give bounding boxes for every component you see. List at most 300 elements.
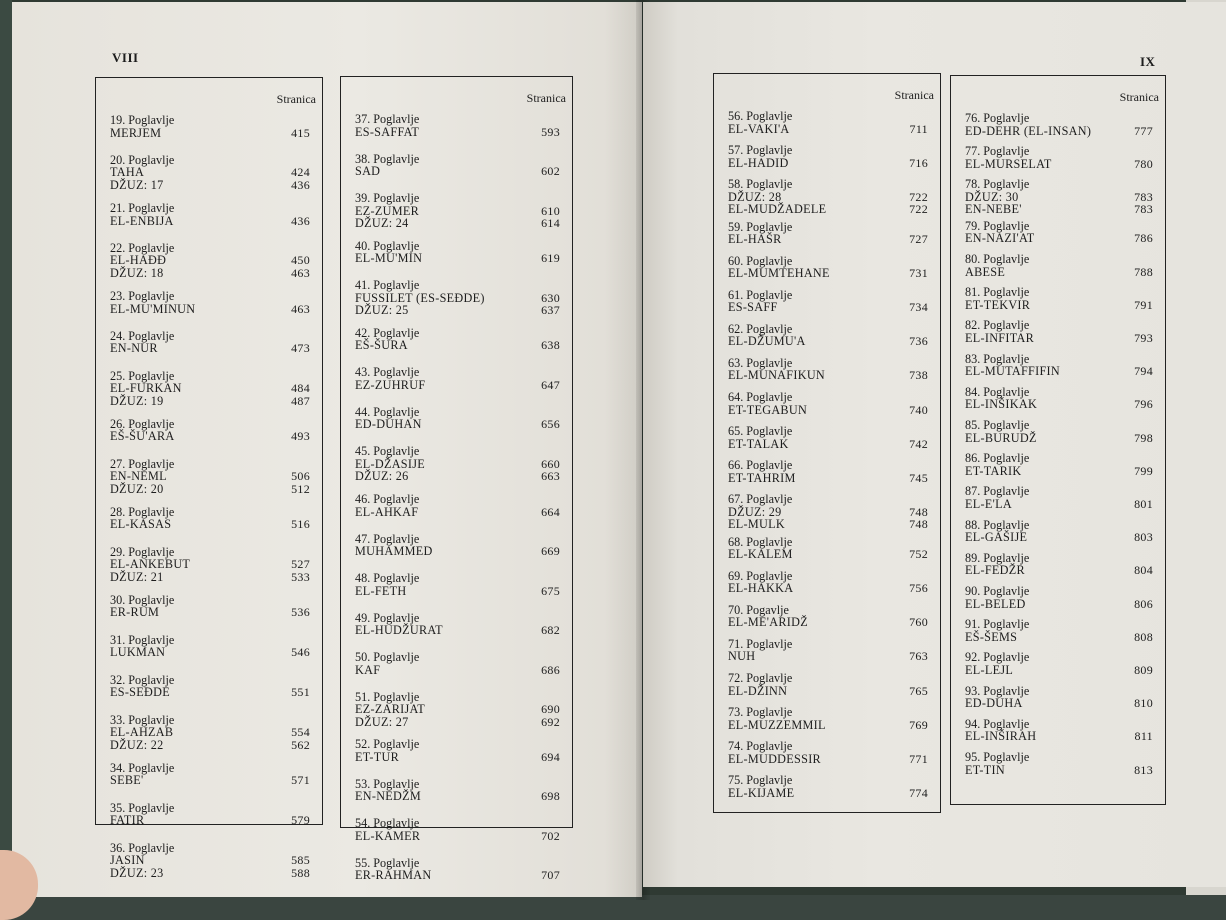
surah-name: DŽUZ: 22: [110, 737, 164, 752]
toc-line: [965, 764, 1153, 777]
surah-name: EL-MUTAFFIFIN: [965, 364, 1061, 379]
toc-line: [110, 558, 310, 571]
chapter-title: 39. Poglavlje: [355, 191, 420, 205]
toc-entry: [965, 353, 1153, 378]
page-ref: 801: [1134, 496, 1153, 511]
surah-name: EL-FETH: [355, 583, 407, 598]
surah-name: EL-INŠIKAK: [965, 397, 1038, 412]
surah-name: ES-SAFFAT: [355, 124, 420, 139]
chapter-title: 92. Poglavlje: [965, 650, 1030, 665]
surah-name: EL-MURSELAT: [965, 156, 1052, 171]
toc-line: [110, 854, 310, 867]
toc-line: [728, 233, 928, 246]
toc-entry: [110, 154, 310, 192]
surah-name: EZ-ZUMER: [355, 203, 420, 218]
chapter-title: 57. Poglavlje: [728, 143, 793, 158]
toc-entry: [965, 685, 1153, 710]
surah-name: EL-ANKEBUT: [110, 557, 191, 572]
toc-entry: [355, 366, 560, 391]
toc-line: [110, 430, 310, 443]
stranica-header: Stranica: [894, 88, 934, 102]
surah-name: ET-TEGABUN: [728, 402, 808, 417]
toc-line: [728, 438, 928, 451]
surah-name: EN-NEBE': [965, 202, 1022, 217]
toc-entry: [355, 691, 560, 729]
surah-name: EL-HAŠR: [728, 232, 782, 246]
page-ref: 682: [541, 623, 560, 638]
page-ref: 738: [909, 368, 928, 383]
toc-line: [110, 179, 310, 192]
toc-entry: [965, 651, 1153, 676]
surah-name: DŽUZ: 28: [728, 189, 782, 204]
toc-entry: [728, 493, 928, 531]
toc-line: [110, 470, 310, 483]
surah-name: ET-TALAK: [728, 436, 789, 451]
surah-name: EL-BURUDŽ: [965, 430, 1037, 445]
chapter-title: 88. Poglavlje: [965, 517, 1030, 532]
chapter-title: 74. Poglavlje: [728, 739, 793, 754]
chapter-title: 25. Poglavlje: [110, 368, 175, 383]
toc-entry: [110, 370, 310, 408]
toc-column-1: [95, 77, 323, 880]
toc-line: [355, 869, 560, 882]
page-ref: 752: [909, 547, 928, 562]
page-ref: 533: [291, 569, 310, 584]
page-ref: 686: [541, 662, 560, 677]
book-cover-bottom: [0, 895, 1226, 920]
page-ref: 424: [291, 165, 310, 180]
toc-entry: [355, 651, 560, 676]
chapter-title: 72. Poglavlje: [728, 671, 793, 685]
surah-name: DŽUZ: 18: [110, 265, 164, 280]
chapter-title: 89. Poglavlje: [965, 550, 1030, 565]
page-ref: 487: [291, 393, 310, 408]
surah-name: EL-FEDŽR: [965, 563, 1025, 578]
surah-name: EL-VAKI'A: [728, 121, 790, 136]
surah-name: EL-MU'MIN: [355, 251, 423, 266]
page-ref: 546: [291, 645, 310, 660]
page-ref: 742: [909, 436, 928, 451]
chapter-title: 37. Poglavlje: [355, 112, 420, 126]
toc-entry: [965, 485, 1153, 510]
surah-name: DŽUZ: 25: [355, 303, 409, 318]
stranica-header: Stranica: [526, 91, 566, 105]
chapter-title: 82. Poglavlje: [965, 318, 1030, 333]
page-ref: 698: [541, 789, 560, 804]
surah-name: ED-DUHAN: [355, 417, 422, 432]
stranica-header: Stranica: [276, 92, 316, 106]
chapter-title: 20. Poglavlje: [110, 152, 175, 167]
toc-line: [110, 686, 310, 699]
page-ref: 463: [291, 301, 310, 316]
surah-name: EL-ME'ARIDŽ: [728, 615, 808, 630]
page-ref: 614: [541, 216, 560, 230]
page-ref: 716: [909, 155, 928, 170]
chapter-title: 23. Poglavlje: [110, 289, 175, 303]
page-ref: 783: [1134, 189, 1153, 204]
chapter-title: 33. Poglavlje: [110, 712, 175, 727]
chapter-title: 69. Poglavlje: [728, 568, 793, 583]
surah-name: EL-GAŠIJE: [965, 530, 1028, 545]
page-ref: 734: [909, 300, 928, 315]
toc-entry: [965, 452, 1153, 477]
page-ref: 748: [909, 504, 928, 519]
toc-line: [728, 582, 928, 595]
surah-name: EŠ-ŠURA: [355, 338, 408, 353]
toc-line: [728, 787, 928, 800]
page-ref: 771: [909, 751, 928, 766]
toc-entry: [728, 425, 928, 450]
toc-line: [355, 379, 560, 392]
chapter-title: 58. Poglavlje: [728, 177, 793, 192]
page-ref: 799: [1134, 463, 1153, 478]
page-ref: 484: [291, 381, 310, 396]
chapter-title: 64. Poglavlje: [728, 390, 793, 404]
page-ref: 765: [909, 683, 928, 698]
surah-name: EL-FURKAN: [110, 381, 182, 396]
toc-entry: [355, 192, 560, 230]
surah-name: ES-SAFF: [728, 300, 778, 315]
toc-line: [728, 335, 928, 348]
toc-entry: [355, 738, 560, 763]
surah-name: EN-NUR: [110, 341, 158, 356]
surah-name: DŽUZ: 27: [355, 714, 409, 729]
toc-line: [728, 123, 928, 136]
page-ref: 809: [1134, 662, 1153, 677]
toc-line: [110, 726, 310, 739]
surah-name: DŽUZ: 30: [965, 189, 1019, 204]
chapter-title: 35. Poglavlje: [110, 800, 175, 815]
page-ref: 579: [291, 813, 310, 828]
surah-name: TAHA: [110, 165, 145, 180]
page-ref: 647: [541, 377, 560, 392]
page-ref: 663: [541, 469, 560, 484]
page-ref: 571: [291, 773, 310, 788]
surah-name: ET-TAHRIM: [728, 470, 796, 485]
toc-line: [965, 332, 1153, 345]
surah-name: EN-NEML: [110, 469, 167, 484]
surah-name: FUSSILET (ES-SEĐDE): [355, 290, 485, 305]
page-ref: 692: [541, 714, 560, 729]
toc-line: [965, 531, 1153, 544]
surah-name: ED-DUHA: [965, 696, 1023, 711]
chapter-title: 34. Poglavlje: [110, 760, 175, 775]
toc-entry: [728, 323, 928, 348]
toc-line: [965, 697, 1153, 710]
page-ref: 694: [541, 749, 560, 764]
page-ref: 585: [291, 853, 310, 867]
surah-name: EL-KAMER: [355, 828, 421, 843]
toc-line: [965, 730, 1153, 743]
toc-line: [965, 498, 1153, 511]
toc-line: [355, 165, 560, 178]
chapter-title: 63. Poglavlje: [728, 355, 793, 370]
chapter-title: 42. Poglavlje: [355, 325, 420, 340]
toc-entry: [965, 178, 1153, 216]
surah-name: ER-RUM: [110, 605, 160, 620]
chapter-title: 54. Poglavlje: [355, 816, 420, 831]
chapter-title: 26. Poglavlje: [110, 416, 175, 431]
toc-entry: [965, 286, 1153, 311]
page-ref: 736: [909, 334, 928, 349]
toc-line: [110, 814, 310, 827]
page-ref: 707: [541, 868, 560, 883]
page-ref: 516: [291, 517, 310, 532]
page-ref: 808: [1134, 629, 1153, 644]
page-ref: 702: [541, 828, 560, 843]
page-ref: 740: [909, 402, 928, 417]
toc-line: [728, 518, 928, 531]
toc-entry: [110, 674, 310, 699]
page-ref: 774: [909, 785, 928, 800]
page-ref: 811: [1134, 729, 1153, 744]
chapter-title: 51. Poglavlje: [355, 689, 420, 704]
toc-line: [355, 339, 560, 352]
page-ref: 788: [1134, 264, 1153, 279]
toc-entry: [965, 751, 1153, 776]
page-ref: 415: [291, 125, 310, 140]
page-ref: 512: [291, 481, 310, 496]
page-ref: 786: [1134, 231, 1153, 246]
toc-entry: [110, 458, 310, 496]
surah-name: EL-KASAS: [110, 517, 172, 532]
surah-name: FATIR: [110, 813, 145, 828]
surah-name: NUH: [728, 649, 756, 664]
page-ref: 660: [541, 456, 560, 471]
page-ref: 610: [541, 203, 560, 218]
page-ref: 690: [541, 702, 560, 717]
page-ref: 436: [291, 213, 310, 228]
toc-entry: [728, 144, 928, 169]
page-ref: 731: [909, 266, 928, 281]
toc-entry: [965, 220, 1153, 245]
toc-line: [965, 465, 1153, 478]
chapter-title: 38. Poglavlje: [355, 151, 420, 166]
surah-name: EL-MU'MINUN: [110, 301, 196, 316]
surah-name: EZ-ZARIJAT: [355, 702, 426, 717]
surah-name: EL-LEJL: [965, 662, 1014, 677]
page-ref: 638: [541, 338, 560, 353]
toc-entry: [355, 572, 560, 597]
chapter-title: 81. Poglavlje: [965, 285, 1030, 300]
surah-name: ET-TEKVIR: [965, 297, 1031, 312]
toc-entry: [728, 110, 928, 135]
toc-line: [728, 548, 928, 561]
surah-name: EL-DŽUMU'A: [728, 334, 806, 349]
surah-name: EL-E'LA: [965, 496, 1012, 511]
page-number-right: IX: [1140, 54, 1156, 69]
surah-name: EL-INŠIRAH: [965, 729, 1037, 744]
chapter-title: 29. Poglavlje: [110, 544, 175, 559]
surah-name: EZ-ZUHRUF: [355, 377, 426, 392]
page-ref: 777: [1134, 123, 1153, 138]
toc-entry: [965, 618, 1153, 643]
toc-entry: [728, 706, 928, 731]
toc-line: [110, 646, 310, 659]
surah-name: ED-DEHR (EL-INSAN): [965, 123, 1092, 138]
page-ref: 793: [1134, 330, 1153, 345]
surah-name: DŽUZ: 17: [110, 177, 164, 192]
page-ref: 527: [291, 557, 310, 572]
surah-name: SEBE': [110, 773, 144, 788]
chapter-title: 45. Poglavlje: [355, 444, 420, 459]
toc-entry: [110, 506, 310, 531]
toc-entry: [965, 145, 1153, 170]
chapter-title: 66. Poglavlje: [728, 458, 793, 473]
surah-name: EL-DŽINN: [728, 683, 788, 698]
chapter-title: 40. Poglavlje: [355, 238, 420, 253]
chapter-title: 21. Poglavlje: [110, 201, 175, 215]
page-ref: 602: [541, 164, 560, 178]
toc-entry: [965, 319, 1153, 344]
toc-line: [110, 342, 310, 355]
toc-entry: [728, 672, 928, 697]
toc-entry: [965, 519, 1153, 544]
toc-line: [728, 203, 928, 216]
toc-line: [965, 125, 1153, 138]
toc-entry: [110, 594, 310, 619]
chapter-title: 61. Poglavlje: [728, 287, 793, 302]
surah-name: MUHAMMED: [355, 544, 433, 559]
toc-line: [110, 867, 310, 880]
chapter-title: 48. Poglavlje: [355, 571, 420, 586]
toc-line: [110, 606, 310, 619]
surah-name: EL-AHKAF: [355, 504, 419, 519]
page-ref: 806: [1134, 596, 1153, 611]
toc-line: [110, 571, 310, 584]
toc-entry: [355, 406, 560, 431]
page-ref: 722: [909, 189, 928, 204]
toc-line: [965, 598, 1153, 611]
toc-line: [728, 369, 928, 382]
toc-entry: [355, 533, 560, 558]
toc-line: [355, 664, 560, 677]
chapter-title: 80. Poglavlje: [965, 252, 1030, 266]
toc-line: [728, 472, 928, 485]
toc-entry: [110, 418, 310, 443]
toc-line: [110, 215, 310, 228]
chapter-title: 67. Poglavlje: [728, 492, 793, 507]
page-ref: 562: [291, 737, 310, 752]
toc-line: [355, 304, 560, 317]
surah-name: EŠ-ŠEMS: [965, 629, 1018, 644]
page-ref: 763: [909, 649, 928, 664]
chapter-title: 41. Poglavlje: [355, 278, 420, 293]
toc-entry: [355, 817, 560, 842]
surah-name: EL-MUMTEHANE: [728, 266, 830, 281]
toc-entry: [965, 718, 1153, 743]
chapter-title: 77. Poglavlje: [965, 144, 1030, 159]
toc-line: [110, 483, 310, 496]
page-ref: 804: [1134, 563, 1153, 578]
surah-name: EL-MUDŽADELE: [728, 202, 827, 217]
toc-line: [728, 267, 928, 280]
chapter-title: 86. Poglavlje: [965, 451, 1030, 466]
toc-line: [728, 404, 928, 417]
surah-name: ET-TIN: [965, 762, 1005, 777]
chapter-title: 68. Poglavlje: [728, 534, 793, 549]
toc-entry: [110, 634, 310, 659]
page-ref: 656: [541, 417, 560, 432]
toc-line: [355, 418, 560, 431]
page-ref: 803: [1134, 530, 1153, 545]
chapter-title: 70. Pogavlje: [728, 602, 789, 617]
page-ref: 588: [291, 865, 310, 880]
surah-name: EL-HUDŽURAT: [355, 623, 443, 638]
surah-name: EL-KIJAME: [728, 785, 795, 800]
chapter-title: 62. Poglavlje: [728, 321, 793, 336]
surah-name: EL-HADID: [728, 155, 789, 170]
toc-line: [728, 157, 928, 170]
chapter-title: 85. Poglavlje: [965, 418, 1030, 432]
toc-entry: [355, 445, 560, 483]
chapter-title: 93. Poglavlje: [965, 683, 1030, 698]
stranica-header: Stranica: [1119, 90, 1159, 104]
toc-line: [965, 664, 1153, 677]
toc-entry: [728, 536, 928, 561]
toc-entry: [110, 762, 310, 787]
page-ref: 780: [1134, 156, 1153, 171]
toc-line: [965, 398, 1153, 411]
toc-line: [110, 267, 310, 280]
surah-name: EL-MUNAFIKUN: [728, 368, 826, 383]
toc-line: [965, 631, 1153, 644]
chapter-title: 65. Poglavlje: [728, 424, 793, 439]
chapter-title: 95. Poglavlje: [965, 750, 1030, 764]
toc-entry: [110, 242, 310, 280]
chapter-title: 19. Poglavlje: [110, 113, 175, 127]
toc-entry: [110, 714, 310, 752]
surah-name: LUKMAN: [110, 645, 166, 660]
toc-entry: [728, 255, 928, 280]
toc-line: [965, 158, 1153, 171]
toc-entry: [110, 802, 310, 827]
surah-name: ER-RAHMAN: [355, 868, 432, 883]
toc-entry: [965, 552, 1153, 577]
toc-line: [965, 299, 1153, 312]
toc-entry: [355, 778, 560, 803]
surah-name: MERJEM: [110, 125, 162, 140]
page-ref: 463: [291, 265, 310, 280]
chapter-title: 49. Poglavlje: [355, 610, 420, 625]
toc-entry: [728, 289, 928, 314]
toc-entry: [355, 857, 560, 882]
book-cover-edge: [0, 0, 12, 920]
toc-line: [965, 365, 1153, 378]
surah-name: DŽUZ: 19: [110, 393, 164, 408]
chapter-title: 75. Poglavlje: [728, 773, 793, 788]
surah-name: ES-SEĐDE: [110, 685, 170, 700]
toc-line: [355, 703, 560, 716]
toc-line: [110, 395, 310, 408]
toc-entry: [355, 279, 560, 317]
toc-line: [965, 203, 1153, 216]
page-ref: 536: [291, 605, 310, 620]
toc-column-2: [340, 76, 573, 883]
toc-entry: [965, 253, 1153, 278]
toc-line: [965, 564, 1153, 577]
page-ref: 796: [1134, 397, 1153, 412]
chapter-title: 44. Poglavlje: [355, 404, 420, 419]
page-ref: 727: [909, 232, 928, 246]
surah-name: DŽUZ: 20: [110, 481, 164, 496]
toc-line: [728, 719, 928, 732]
chapter-title: 60. Poglavlje: [728, 253, 793, 268]
toc-line: [110, 127, 310, 140]
toc-line: [110, 774, 310, 787]
toc-entry: [355, 612, 560, 637]
toc-line: [355, 585, 560, 598]
